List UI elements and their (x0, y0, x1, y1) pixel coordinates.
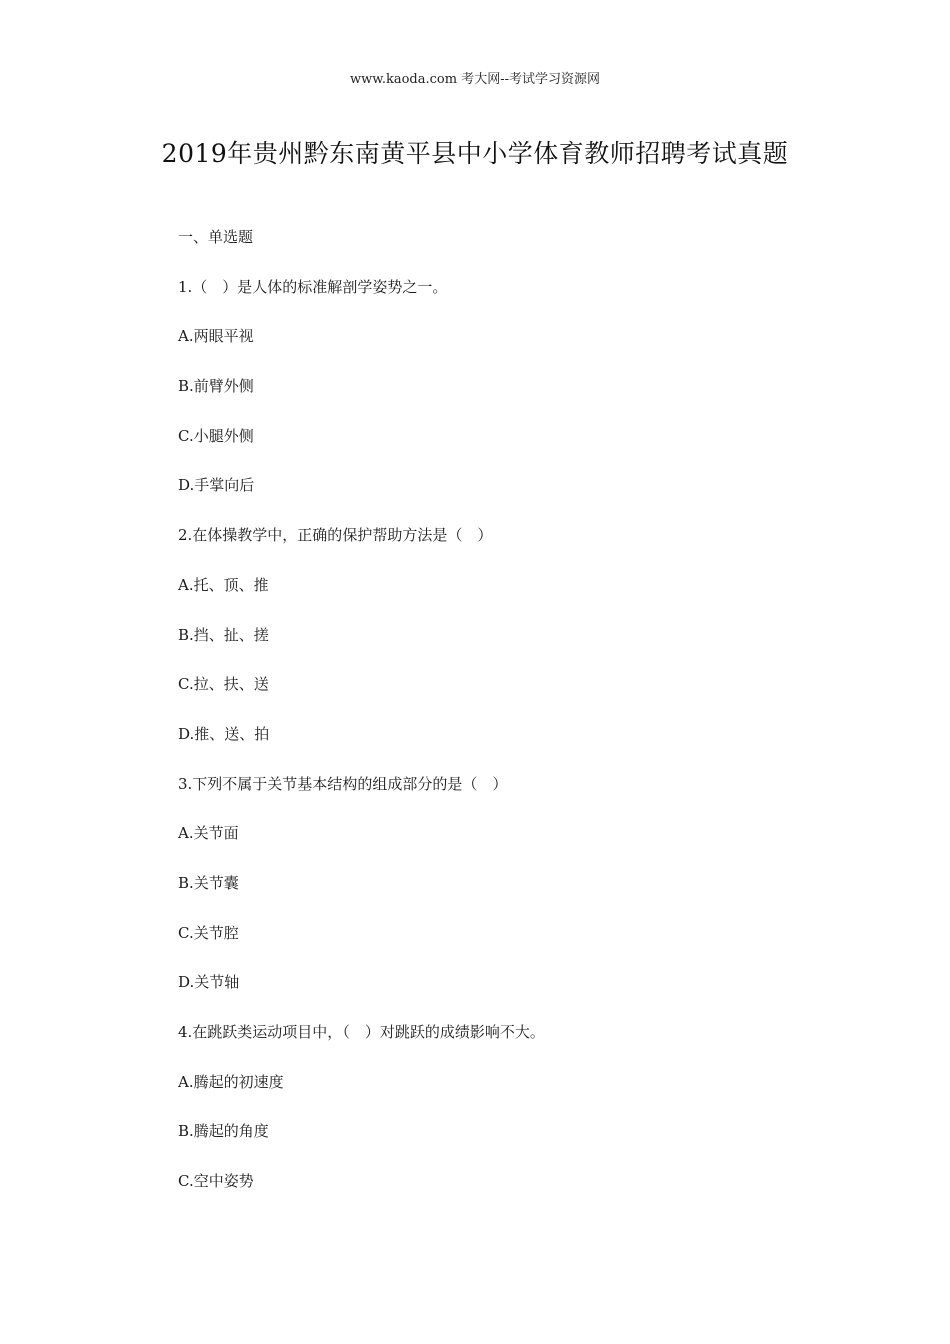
option-d: D.推、送、拍 (178, 724, 270, 743)
option-c: C.小腿外侧 (178, 426, 254, 445)
option-a: A.两眼平视 (178, 327, 254, 346)
question-stem: 4.在跳跃类运动项目中，（ ）对跳跃的成绩影响不大。 (178, 1023, 545, 1041)
option-a: A.托、顶、推 (178, 575, 269, 594)
question-4 (178, 1021, 878, 1220)
section-heading: 一、单选题 (178, 228, 254, 246)
option-b: B.腾起的角度 (178, 1122, 269, 1141)
option-c: C.关节腔 (178, 923, 239, 942)
option-a: A.关节面 (178, 824, 239, 843)
option-c: C.拉、扶、送 (178, 675, 269, 694)
option-b: B.前臂外侧 (178, 377, 254, 396)
question-stem: 2.在体操教学中，正确的保护帮助方法是（ ） (178, 526, 493, 545)
question-stem: 1.（ ）是人体的标准解剖学姿势之一。 (178, 277, 448, 296)
option-d: D.手掌向后 (178, 476, 255, 495)
option-a: A.腾起的初速度 (178, 1072, 284, 1091)
option-c: C.空中姿势 (178, 1172, 254, 1191)
question-list (178, 226, 878, 1220)
question-stem: 3.下列不属于关节基本结构的组成部分的是（ ） (178, 774, 508, 793)
page-title: 2019年贵州黔东南黄平县中小学体育教师招聘考试真题 (161, 139, 789, 168)
site-header: www.kaoda.com 考大网--考试学习资源网 (350, 72, 600, 87)
option-b: B.挡、扯、搓 (178, 625, 269, 644)
question-3 (178, 773, 878, 1021)
question-2 (178, 524, 878, 772)
option-d: D.关节轴 (178, 973, 240, 992)
option-b: B.关节囊 (178, 873, 239, 892)
question-1 (178, 276, 878, 524)
